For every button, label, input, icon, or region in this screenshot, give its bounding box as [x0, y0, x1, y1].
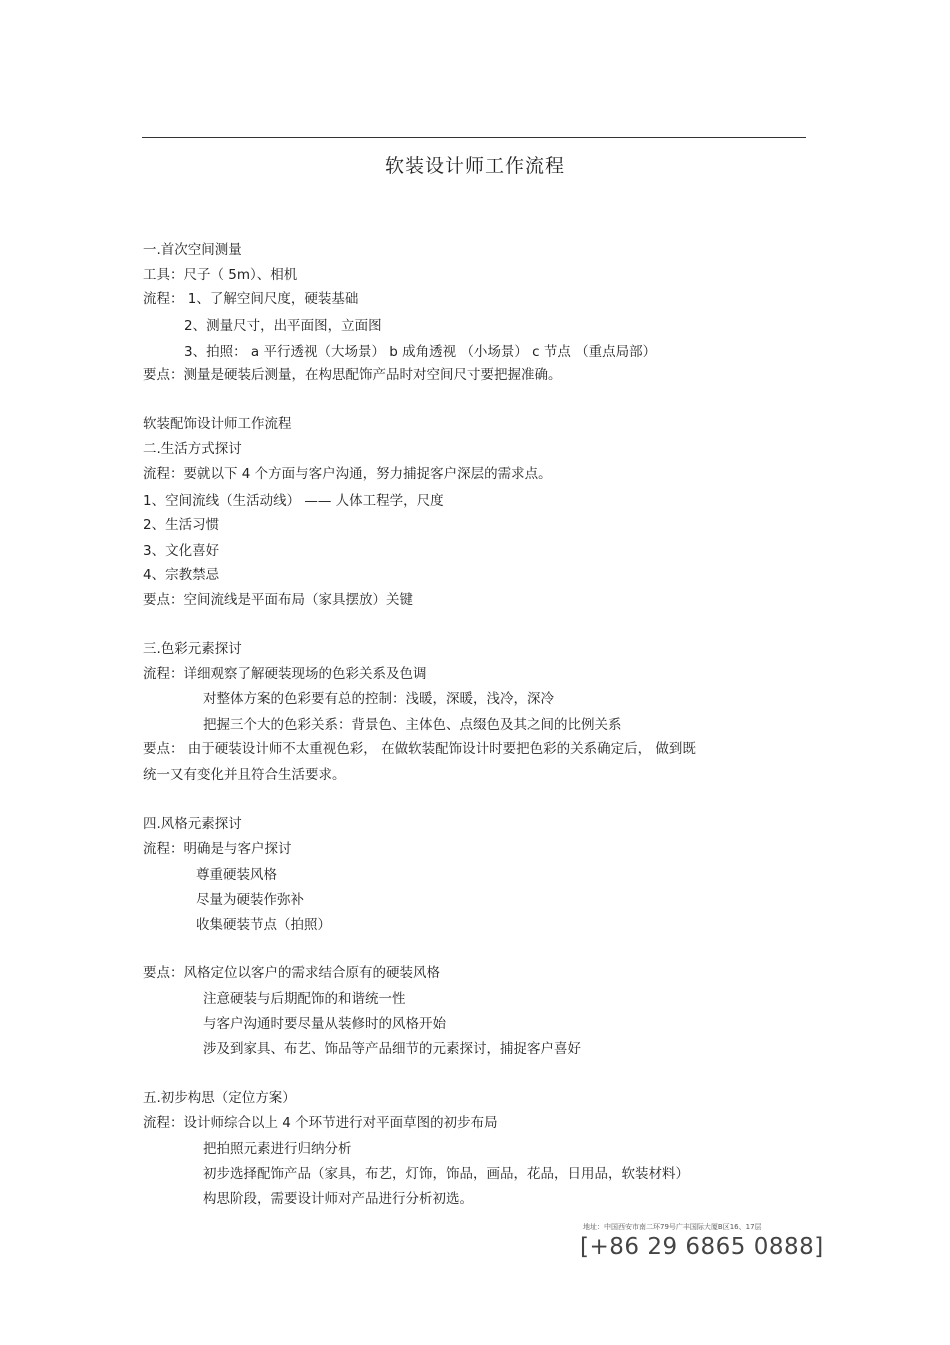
text-line: 3、拍照： a 平行透视（大场景） b 成角透视 （小场景） c 节点 （重点局部）	[184, 344, 657, 360]
section-1-heading: 一.首次空间测量	[143, 242, 242, 258]
text-line: 流程： 1、了解空间尺度，硬装基础	[143, 291, 359, 307]
text-line: 把握三个大的色彩关系：背景色、主体色、点缀色及其之间的比例关系	[203, 717, 622, 733]
text-line: 尽量为硬装作弥补	[196, 892, 304, 908]
text-line: 统一又有变化并且符合生活要求。	[143, 767, 346, 783]
section-4-heading: 四.风格元素探讨	[143, 816, 242, 832]
document-title: 软装设计师工作流程	[384, 155, 565, 177]
list-item: 3、文化喜好	[143, 543, 220, 559]
section-2-heading: 二.生活方式探讨	[143, 441, 242, 457]
text-line: 把拍照元素进行归纳分析	[203, 1141, 352, 1157]
text-line: 初步选择配饰产品（家具，布艺，灯饰，饰品，画品，花品，日用品，软装材料）	[203, 1166, 689, 1182]
text-line: 构思阶段，需要设计师对产品进行分析初选。	[203, 1191, 473, 1207]
footer-address: 地址：中国西安市南二环79号广丰国际大厦B区16、17层	[583, 1223, 762, 1231]
text-line: 流程：要就以下 4 个方面与客户沟通，努力捕捉客户深层的需求点。	[143, 466, 552, 482]
text-line: 收集硬装节点（拍照）	[196, 917, 331, 933]
key-point: 要点：空间流线是平面布局（家具摆放）关键	[143, 592, 413, 608]
top-rule	[142, 137, 806, 138]
section-5-heading: 五.初步构思（定位方案）	[143, 1090, 296, 1106]
text-line: 流程：详细观察了解硬装现场的色彩关系及色调	[143, 666, 427, 682]
key-point: 要点：风格定位以客户的需求结合原有的硬装风格	[143, 965, 440, 981]
key-point: 要点：测量是硬装后测量，在构思配饰产品时对空间尺寸要把握准确。	[143, 367, 562, 383]
key-point: 要点： 由于硬装设计师不太重视色彩， 在做软装配饰设计时要把色彩的关系确定后， 做到既	[143, 741, 696, 757]
list-item: 2、生活习惯	[143, 517, 220, 533]
text-line: 流程：设计师综合以上 4 个环节进行对平面草图的初步布局	[143, 1115, 498, 1131]
text-line: 注意硬装与后期配饰的和谐统一性	[203, 991, 406, 1007]
section-3-heading: 三.色彩元素探讨	[143, 641, 242, 657]
text-line: 流程：明确是与客户探讨	[143, 841, 292, 857]
text-line: 对整体方案的色彩要有总的控制：浅暖，深暖，浅冷，深冷	[203, 691, 554, 707]
text-line: 涉及到家具、布艺、饰品等产品细节的元素探讨，捕捉客户喜好	[203, 1041, 581, 1057]
text-line: 工具：尺子（ 5m）、相机	[143, 267, 298, 283]
subtitle: 软装配饰设计师工作流程	[143, 416, 292, 432]
text-line: 与客户沟通时要尽量从装修时的风格开始	[203, 1016, 446, 1032]
text-line: 尊重硬装风格	[196, 867, 277, 883]
text-line: 2、测量尺寸，出平面图，立面图	[184, 318, 382, 334]
list-item: 4、宗教禁忌	[143, 567, 220, 583]
footer-phone: [+86 29 6865 0888]	[580, 1234, 824, 1260]
list-item: 1、空间流线（生活动线） —— 人体工程学，尺度	[143, 493, 444, 509]
